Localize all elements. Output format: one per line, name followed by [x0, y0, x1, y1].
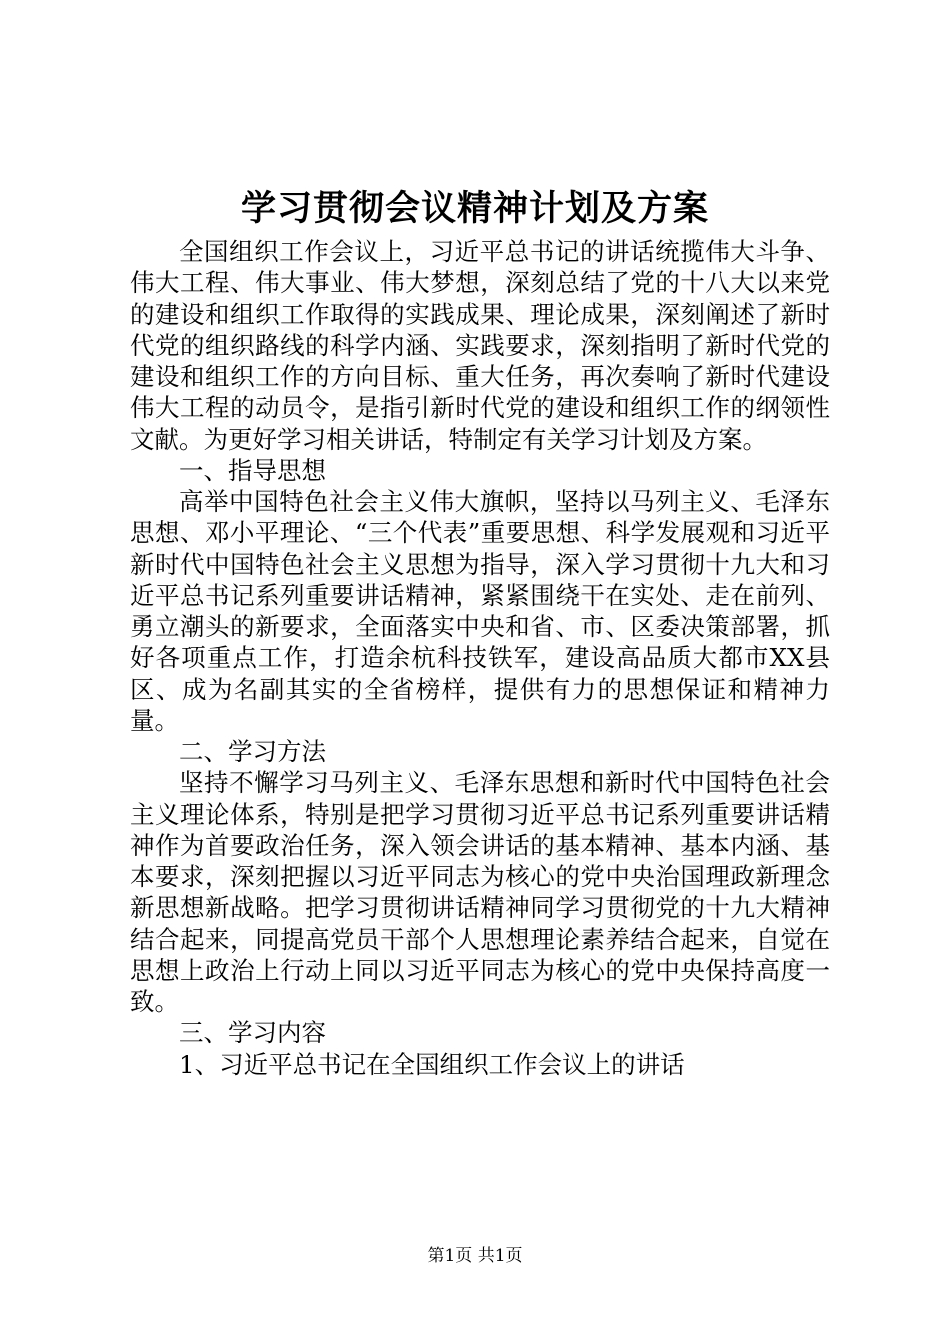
section-heading-study-content: 三、学习内容	[179, 1018, 326, 1048]
section-heading-guiding-ideology: 一、指导思想	[179, 455, 326, 485]
document-body	[130, 236, 830, 1080]
guiding-ideology-paragraph: 高举中国特色社会主义伟大旗帜，坚持以马列主义、毛泽东思想、邓小平理论、“三个代表”重要思想、科学发展观和习近平新时代中国特色社会主义思想为指导，深入学习贯彻十九大和习近平总书记系列重要讲话精神，紧紧围绕干在实处、走在前列、勇立潮头的新要求，全面落实中央和省、市、区委决策部署，抓好各项重点工作，打造余杭科技铁军，建设高品质大都市XX县区、成为名副其实的全省榜样，提供有力的思想保证和精神力量。	[130, 487, 830, 735]
page-title: 学习贯彻会议精神计划及方案	[240, 188, 709, 229]
study-method-paragraph: 坚持不懈学习马列主义、毛泽东思想和新时代中国特色社会主义理论体系，特别是把学习贯彻习近平总书记系列重要讲话精神作为首要政治任务，深入领会讲话的基本精神、基本内涵、基本要求，深刻把握以习近平同志为核心的党中央治国理政新理念新思想新战略。把学习贯彻讲话精神同学习贯彻党的十九大精神结合起来，同提高党员干部个人思想理论素养结合起来，自觉在思想上政治上行动上同以习近平同志为核心的党中央保持高度一致。	[130, 768, 830, 1016]
page-number-footer: 第1页 共1页	[427, 1246, 523, 1266]
study-content-item: 1、习近平总书记在全国组织工作会议上的讲话	[179, 1049, 685, 1079]
intro-paragraph: 全国组织工作会议上，习近平总书记的讲话统揽伟大斗争、伟大工程、伟大事业、伟大梦想，深刻总结了党的十八大以来党的建设和组织工作取得的实践成果、理论成果，深刻阐述了新时代党的组织路线的科学内涵、实践要求，深刻指明了新时代党的建设和组织工作的方向目标、重大任务，再次奏响了新时代建设伟大工程的动员令，是指引新时代党的建设和组织工作的纲领性文献。为更好学习相关讲话，特制定有关学习计划及方案。	[130, 237, 830, 454]
section-heading-study-method: 二、学习方法	[179, 737, 326, 766]
